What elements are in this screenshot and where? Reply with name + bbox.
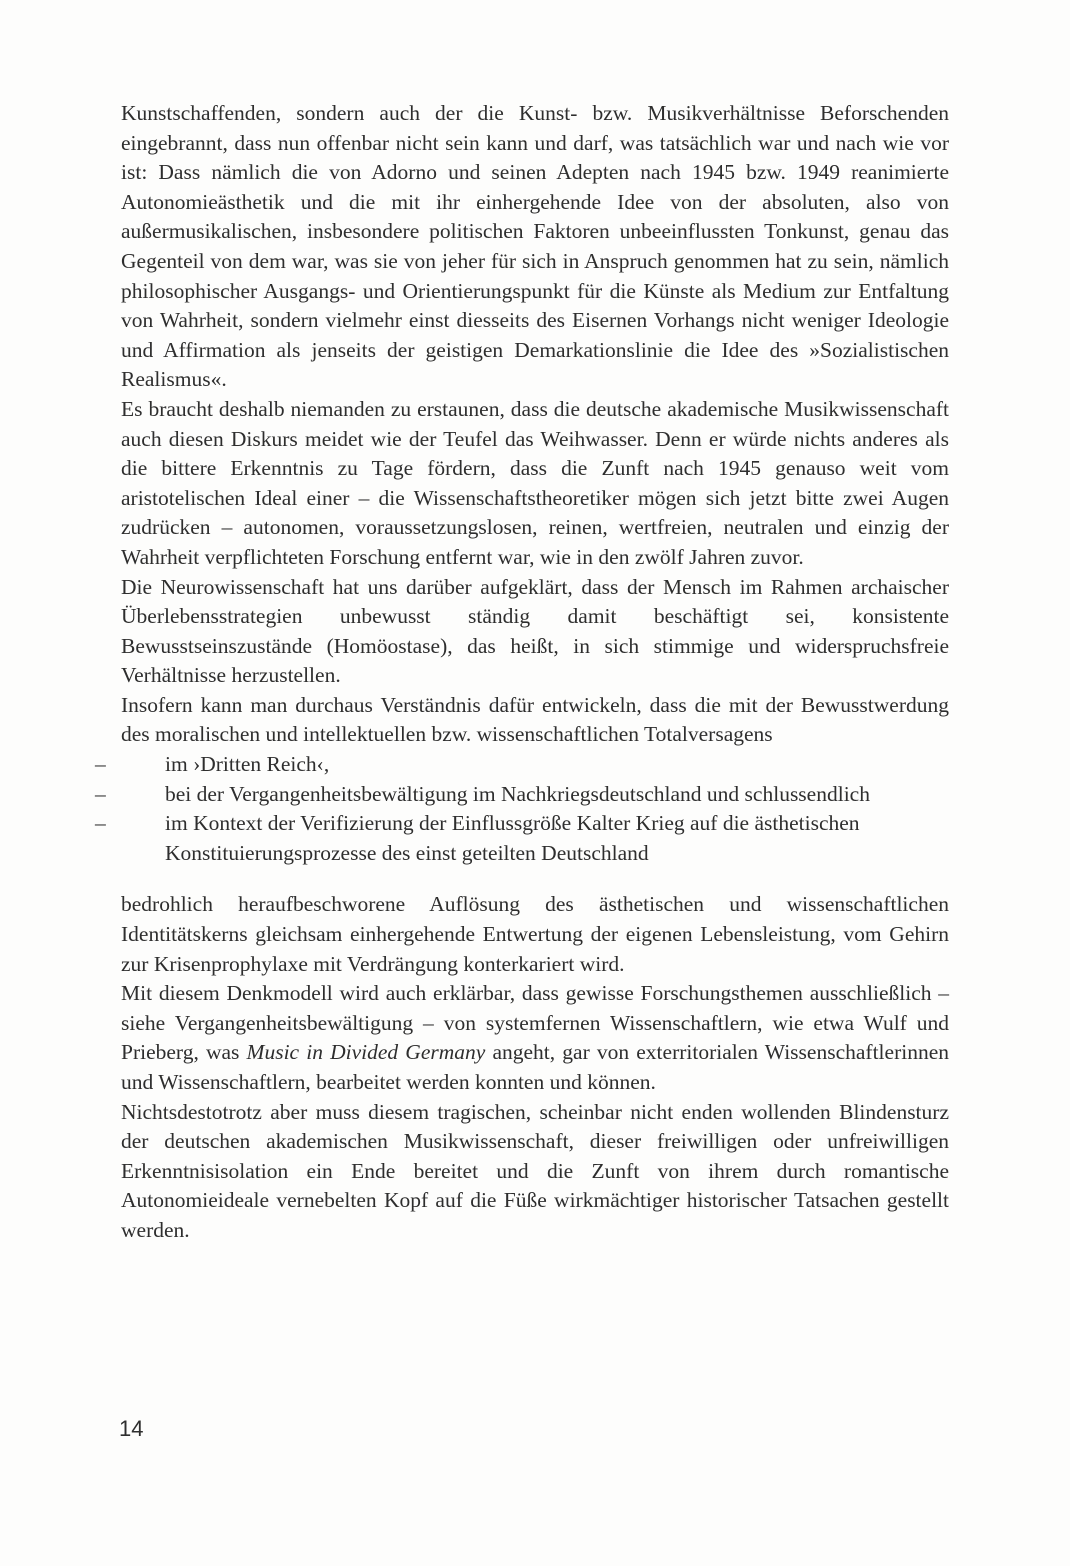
dash-marker: – bbox=[95, 781, 106, 806]
list-item-text: bei der Vergangenheitsbewältigung im Nachkriegsdeutschland und schlussendlich bbox=[165, 781, 870, 806]
list-item bbox=[95, 809, 949, 868]
paragraph-wulf-text-1: Mit diesem Denkmodell wird auch erklärbar, dass gewisse Forschungsthemen ausschließlich – siehe Vergangenheitsbewältigung – von systemfernen Wissenschaftlern, wie etwa Wulf und Prieberg, was bbox=[121, 981, 949, 1065]
list-spacing bbox=[121, 868, 949, 890]
paragraph-autonomy: Kunstschaffenden, sondern auch der die Kunst- bzw. Musikverhältnisse Beforschenden eingebrannt, dass nun offenbar nicht sein kann und darf, was tatsächlich war und nach wie vor ist: Dass nämlich die von Adorno und seinen Adepten nach 1945 bzw. 1949 reanimierte Autonomieästhetik und die mit ihr einhergehende Idee von der absoluten, also von außermusikalischen, insbesondere politischen Faktoren unbeeinflussten Tonkunst, genau das Gegenteil von dem war, was sie von jeher für sich in Anspruch genommen hat zu sein, nämlich philosophischer Ausgangs- und Orientierungspunkt für die Künste als Medium zur Entfaltung von Wahrheit, sondern vielmehr einst diesseits des Eisernen Vorhangs nicht weniger Ideologie und Affirmation als jenseits der geistigen Demarkationslinie die Idee des »Sozialistischen Realismus«. bbox=[121, 101, 949, 392]
failure-list bbox=[95, 750, 949, 868]
paragraph-final: Nichtsdestotrotz aber muss diesem tragischen, scheinbar nicht enden wollenden Blindensturz der deutschen akademischen Musikwissenschaft, dieser freiwilligen oder unfreiwilligen Erkenntnisisolation ein Ende bereitet und die Zunft von ihrem durch romantische Autonomieideale vernebelten Kopf auf die Füße wirkmächtiger historischer Tatsachen gestellt werden. bbox=[121, 1099, 949, 1242]
paragraph-musicology-discourse: Es braucht deshalb niemanden zu erstaunen, dass die deutsche akademische Musikwissenschaft auch diesen Diskurs meidet wie der Teufel das Weihwasser. Denn er würde nichts anderes als die bittere Erkenntnis zu Tage fördern, dass die Zunft nach 1945 genauso weit vom aristotelischen Ideal einer – die Wissenschaftstheoretiker mögen sich jetzt bitte zwei Augen zudrücken – autonomen, voraussetzungslosen, reinen, wertfreien, neutralen und einzig der Wahrheit verpflichteten Forschung entfernt war, wie in den zwölf Jahren zuvor. bbox=[121, 396, 949, 569]
paragraph-understanding: Insofern kann man durchaus Verständnis dafür entwickeln, dass die mit der Bewusstwerdung des moralischen und intellektuellen bzw. wissenschaftlichen Totalversagens bbox=[121, 692, 949, 747]
list-item bbox=[95, 780, 949, 810]
page-number: 14 bbox=[119, 1416, 144, 1441]
paragraph-neuroscience: Die Neurowissenschaft hat uns darüber aufgeklärt, dass der Mensch im Rahmen archaischer Überlebensstrategien unbewusst ständig damit beschäftigt sei, konsistente Bewusstseinszustände (Homöostase), das heißt, in sich stimmige und widerspruchsfreie Verhältnisse herzustellen. bbox=[121, 574, 949, 688]
list-item-text: im ›Dritten Reich‹, bbox=[165, 752, 330, 777]
dash-marker: – bbox=[95, 752, 106, 777]
paragraph-wulf-prieberg bbox=[121, 979, 949, 1097]
list-item bbox=[95, 750, 949, 780]
list-item-text: im Kontext der Verifizierung der Einflussgröße Kalter Krieg auf die ästhetischen Konstituierungsprozesse des einst geteilten Deutschland bbox=[165, 811, 860, 865]
paragraph-wulf-text-2: angeht, gar von exterritorialen Wissenschaftlerinnen und Wissenschaftlern, bearbeitet werden konnten und können. bbox=[121, 1040, 949, 1094]
dash-marker: – bbox=[95, 811, 106, 836]
book-title: Music in Divided Germany bbox=[246, 1040, 486, 1065]
body-text bbox=[95, 99, 949, 1246]
paragraph-after-list: bedrohlich heraufbeschworene Auflösung des ästhetischen und wissenschaftlichen Identitätskerns gleichsam einhergehende Entwertung der eigenen Lebensleistung, vom Gehirn zur Krisenprophylaxe mit Verdrängung konterkariert wird. bbox=[121, 892, 949, 976]
